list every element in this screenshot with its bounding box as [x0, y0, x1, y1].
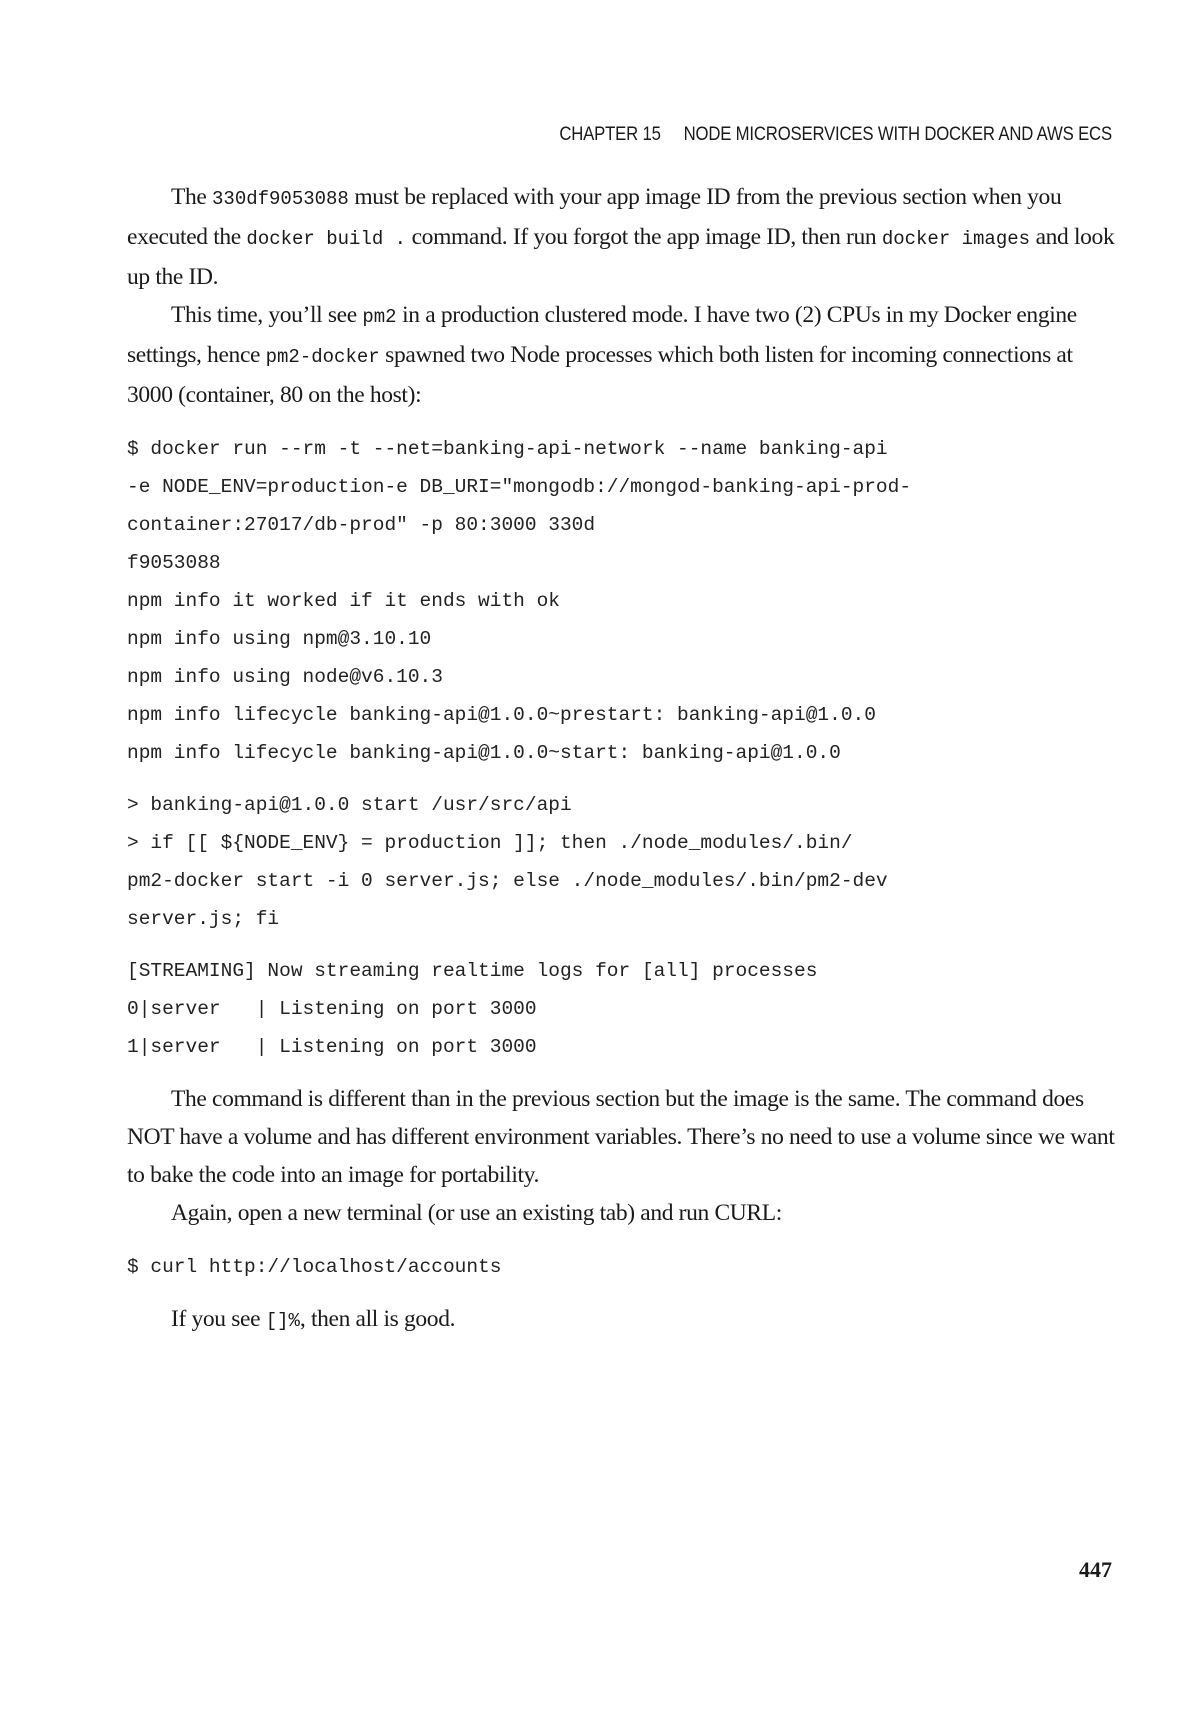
text: spawned two Node processes which both listen for incoming connections at 3000 (container, 80 on the host):	[127, 342, 1073, 408]
paragraph-open-terminal: Again, open a new terminal (or use an existing tab) and run CURL:	[171, 1200, 782, 1226]
code-line: npm info using npm@3.10.10	[127, 628, 432, 650]
inline-code-image-id: 330df9053088	[212, 188, 349, 210]
code-block-docker-run	[127, 430, 1115, 772]
code-line: $ curl http://localhost/accounts	[127, 1256, 502, 1278]
code-line: server.js; fi	[127, 908, 280, 930]
code-line: npm info using node@v6.10.3	[127, 666, 443, 688]
paragraph-all-good	[127, 1300, 1115, 1340]
text: command. If you forgot the app image ID, then run	[406, 224, 882, 250]
text: If you see	[171, 1306, 266, 1332]
running-header	[559, 124, 1112, 146]
code-line: $ docker run --rm -t --net=banking-api-network --name banking-api	[127, 438, 888, 460]
code-line: npm info lifecycle banking-api@1.0.0~prestart: banking-api@1.0.0	[127, 704, 876, 726]
code-line: npm info it worked if it ends with ok	[127, 590, 560, 612]
inline-code-pm2: pm2	[362, 306, 397, 328]
code-block-curl	[127, 1248, 1115, 1286]
chapter-title: NODE MICROSERVICES WITH DOCKER AND AWS ECS	[683, 124, 1112, 145]
page-number: 447	[1079, 1557, 1112, 1582]
paragraph-pm2-cluster	[127, 296, 1115, 414]
code-line: f9053088	[127, 552, 221, 574]
code-line: -e NODE_ENV=production-e DB_URI="mongodb://mongod-banking-api-prod-	[127, 476, 912, 498]
code-line: > if [[ ${NODE_ENV} = production ]]; then ./node_modules/.bin/	[127, 832, 853, 854]
paragraph-image-id	[127, 178, 1115, 296]
code-line: pm2-docker start -i 0 server.js; else ./node_modules/.bin/pm2-dev	[127, 870, 888, 892]
inline-code-docker-build: docker build .	[246, 228, 407, 250]
inline-code-empty-array: []%	[265, 1310, 300, 1332]
text: The	[171, 184, 213, 210]
text: This time, you’ll see	[171, 302, 363, 328]
code-line: > banking-api@1.0.0 start /usr/src/api	[127, 794, 572, 816]
code-line: npm info lifecycle banking-api@1.0.0~start: banking-api@1.0.0	[127, 742, 841, 764]
text: and look up the ID.	[127, 224, 1115, 290]
code-line: 0|server | Listening on port 3000	[127, 998, 537, 1020]
code-line: container:27017/db-prod" -p 80:3000 330d	[127, 514, 596, 536]
code-line: [STREAMING] Now streaming realtime logs for [all] processes	[127, 960, 818, 982]
text: must be replaced with your app image ID from the previous section when you executed the	[127, 184, 1062, 250]
page-body	[127, 178, 1115, 1340]
chapter-number: CHAPTER 15	[559, 124, 661, 145]
code-line: 1|server | Listening on port 3000	[127, 1036, 537, 1058]
code-block-npm-start	[127, 786, 1115, 938]
text: , then all is good.	[299, 1306, 456, 1332]
text: in a production clustered mode. I have two (2) CPUs in my Docker engine settings, hence	[127, 302, 1077, 368]
paragraph-command-difference: The command is different than in the previous section but the image is the same. The command does NOT have a volume and has different environment variables. There’s no need to use a volume since we want to bake the code into an image for portability.	[127, 1086, 1115, 1188]
inline-code-docker-images: docker images	[881, 228, 1031, 250]
code-block-streaming-logs	[127, 952, 1115, 1066]
inline-code-pm2-docker: pm2-docker	[265, 346, 380, 368]
